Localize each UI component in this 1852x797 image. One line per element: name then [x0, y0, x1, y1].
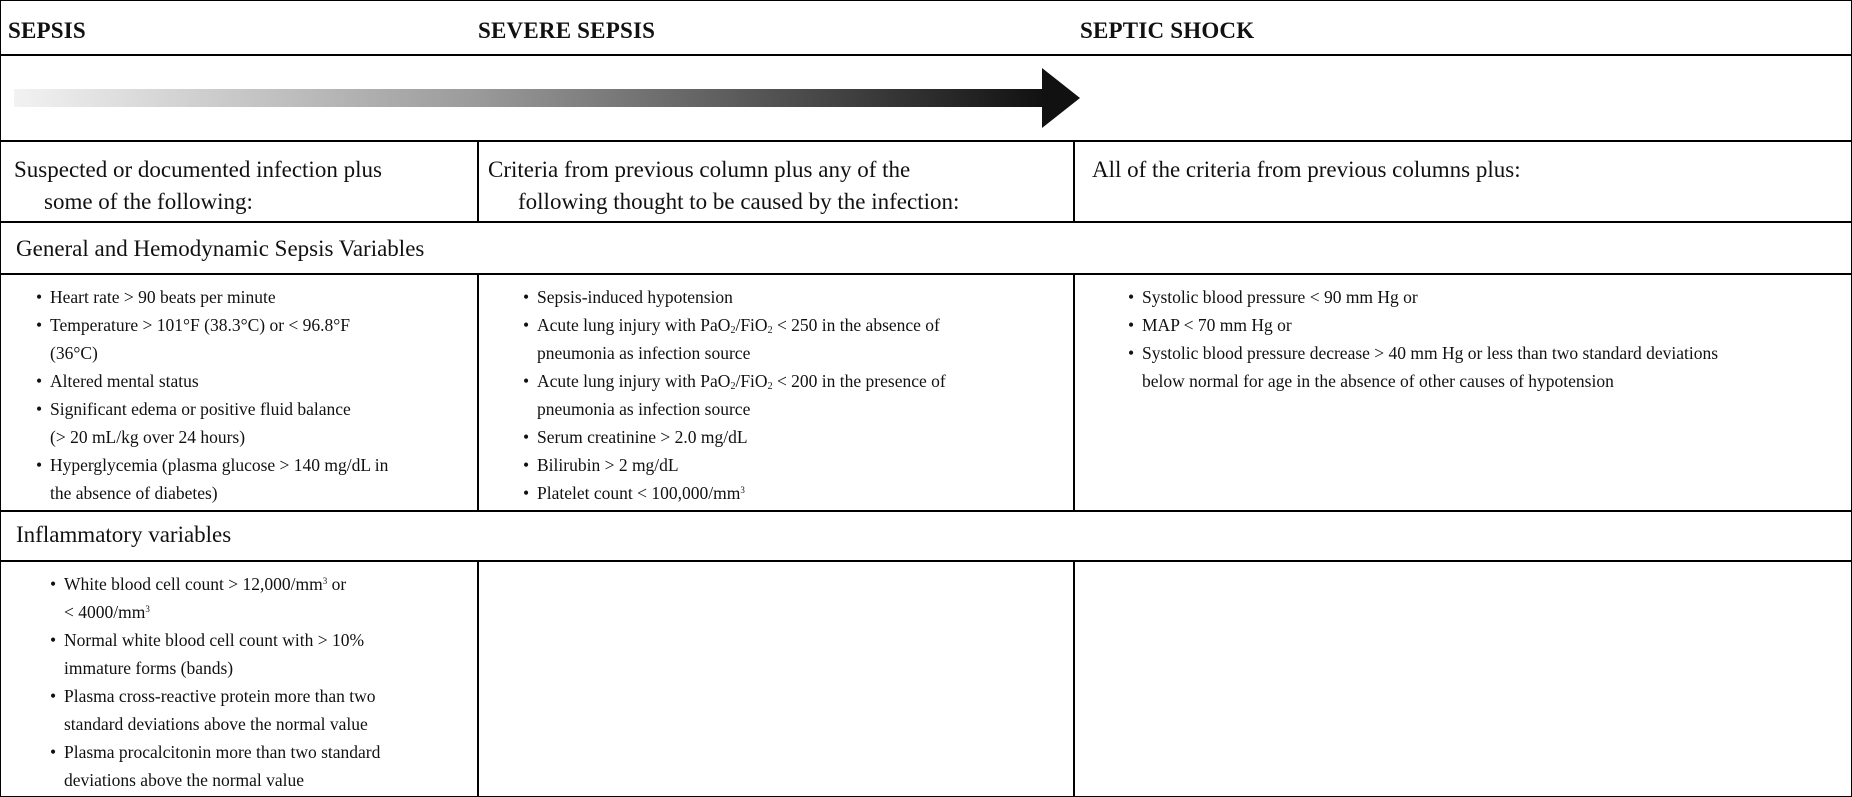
list-item: • Sepsis-induced hypotension [523, 283, 946, 311]
list-item: • Plasma procalcitonin more than two standard deviations above the normal value [50, 738, 380, 794]
list-item: • Plasma cross-reactive protein more than two standard deviations above the normal value [50, 682, 380, 738]
stage-septic-shock: SEPTIC SHOCK [1080, 18, 1255, 43]
stage-sepsis: SEPSIS [8, 18, 86, 43]
col-divider-general-2 [1073, 273, 1075, 510]
list-item: • Acute lung injury with PaO$_2$/FiO$_2$ < 250 in the absence of pneumonia as infection source [523, 311, 946, 367]
col-divider-general-1 [477, 273, 479, 510]
list-item: • Altered mental status [36, 367, 388, 395]
intro-shock [1092, 154, 1521, 186]
list-item: • Systolic blood pressure < 90 mm Hg or [1128, 283, 1718, 311]
list-item: • Normal white blood cell count with > 10% immature forms (bands) [50, 626, 380, 682]
intro-sepsis-line1: Suspected or documented infection plus [14, 157, 382, 182]
intro-severe-line2: following thought to be caused by the infection: [518, 189, 960, 214]
list-item: • Temperature > 101°F (38.3°C) or < 96.8°F (36°C) [36, 311, 388, 367]
list-item: • Heart rate > 90 beats per minute [36, 283, 388, 311]
divider-intro [0, 221, 1852, 223]
inflammatory-sepsis-list [50, 570, 380, 794]
col-divider-intro-1 [477, 140, 479, 221]
col-divider-inflam-1 [477, 560, 479, 797]
list-item: • Platelet count < $100,000/mm^3$ [523, 479, 946, 507]
intro-severe-line1: Criteria from previous column plus any of the [488, 157, 911, 182]
divider-general [0, 510, 1852, 512]
list-item: • Bilirubin > 2 mg/dL [523, 451, 946, 479]
intro-shock-line1: All of the criteria from previous columns plus: [1092, 157, 1521, 182]
stage-severe-sepsis: SEVERE SEPSIS [478, 18, 656, 43]
list-item: • Serum creatinine > 2.0 mg/dL [523, 423, 946, 451]
list-item: • White blood cell count > $12,000/mm^3$ or < $4000/mm^3$ [50, 570, 380, 626]
divider-inflammatory-title [0, 560, 1852, 562]
divider-general-title [0, 273, 1852, 275]
section-title-general: General and Hemodynamic Sepsis Variables [16, 236, 425, 261]
general-shock-list [1128, 283, 1718, 395]
list-item: • Significant edema or positive fluid balance (> 20 mL/kg over 24 hours) [36, 395, 388, 451]
intro-severe [488, 154, 959, 218]
divider-arrow [0, 140, 1852, 142]
col-divider-intro-2 [1073, 140, 1075, 221]
list-item: • Systolic blood pressure decrease > 40 mm Hg or less than two standard deviations below normal for age in the absence of other causes of hypotension [1128, 339, 1718, 395]
list-item: • MAP < 70 mm Hg or [1128, 311, 1718, 339]
progression-arrow [14, 66, 1084, 135]
col-divider-inflam-2 [1073, 560, 1075, 797]
list-item: • Hyperglycemia (plasma glucose > 140 mg/dL in the absence of diabetes) [36, 451, 388, 507]
section-title-inflammatory: Inflammatory variables [16, 522, 232, 547]
divider-header [0, 54, 1852, 56]
general-severe-list [523, 283, 946, 507]
general-sepsis-list [36, 283, 388, 507]
intro-sepsis-line2: some of the following: [44, 189, 253, 214]
intro-sepsis [14, 154, 382, 218]
list-item: • Acute lung injury with PaO$_2$/FiO$_2$ < 200 in the presence of pneumonia as infection source [523, 367, 946, 423]
